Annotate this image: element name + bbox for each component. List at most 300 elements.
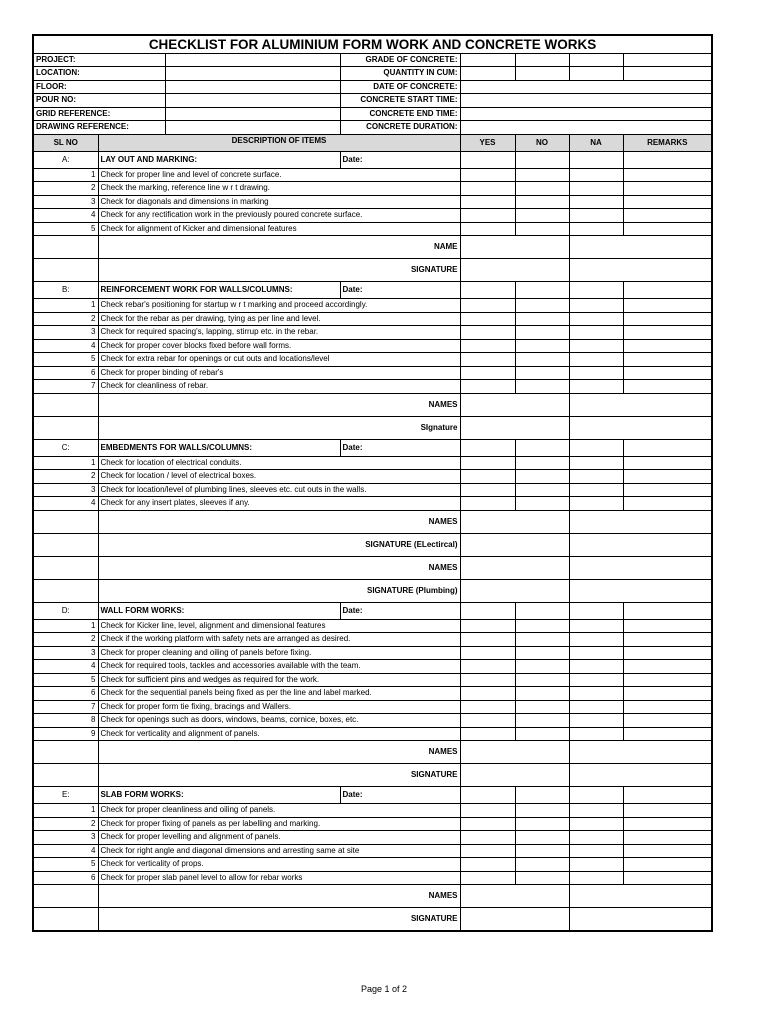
item-remarks-cell[interactable] <box>623 804 712 818</box>
section-no-cell[interactable] <box>515 282 569 299</box>
item-remarks-cell[interactable] <box>623 222 712 236</box>
signoff-row <box>33 885 712 908</box>
section-na-cell[interactable] <box>569 602 623 619</box>
checklist-item-row <box>33 727 712 741</box>
item-na-cell[interactable] <box>569 858 623 872</box>
section-letter: C: <box>33 439 98 456</box>
item-remarks-cell[interactable] <box>623 619 712 633</box>
section-date-label: Date: <box>340 787 460 804</box>
item-na-cell[interactable] <box>569 326 623 340</box>
signoff-field[interactable] <box>460 533 569 556</box>
item-na-cell[interactable] <box>569 222 623 236</box>
signoff-label: NAMES <box>98 885 460 908</box>
checklist-item-row <box>33 633 712 647</box>
item-remarks-cell[interactable] <box>623 497 712 511</box>
item-no-cell[interactable] <box>515 817 569 831</box>
checklist-item-row <box>33 339 712 353</box>
section-no-cell[interactable] <box>515 439 569 456</box>
item-number: 6 <box>33 366 98 380</box>
signoff-row <box>33 556 712 579</box>
item-na-cell[interactable] <box>569 804 623 818</box>
item-na-cell[interactable] <box>569 844 623 858</box>
item-number: 9 <box>33 727 98 741</box>
item-remarks-cell[interactable] <box>623 483 712 497</box>
item-no-cell[interactable] <box>515 222 569 236</box>
concrete-duration-field[interactable] <box>460 121 712 135</box>
item-yes-cell[interactable] <box>460 195 515 209</box>
grid-reference-label: GRID REFERENCE: <box>33 107 165 121</box>
signoff-row <box>33 416 712 439</box>
item-na-cell[interactable] <box>569 619 623 633</box>
signoff-field[interactable] <box>460 908 569 931</box>
item-na-cell[interactable] <box>569 299 623 313</box>
signoff-field[interactable] <box>460 236 569 259</box>
section-remarks-cell[interactable] <box>623 602 712 619</box>
grade-of-concrete-field[interactable] <box>460 53 515 67</box>
signoff-blank-cell <box>33 885 98 908</box>
grid-reference-field[interactable] <box>165 107 340 121</box>
section-letter: E: <box>33 787 98 804</box>
item-na-cell[interactable] <box>569 195 623 209</box>
item-na-cell[interactable] <box>569 700 623 714</box>
signoff-field-2[interactable] <box>569 393 712 416</box>
concrete-start-time-field[interactable] <box>460 94 712 108</box>
item-remarks-cell[interactable] <box>623 727 712 741</box>
item-no-cell[interactable] <box>515 646 569 660</box>
item-yes-cell[interactable] <box>460 831 515 845</box>
item-description: Check for required tools, tackles and accessories available with the team. <box>98 660 460 674</box>
item-yes-cell[interactable] <box>460 858 515 872</box>
checklist-item-row <box>33 168 712 182</box>
grade-of-concrete-label: GRADE OF CONCRETE: <box>340 53 460 67</box>
item-no-cell[interactable] <box>515 326 569 340</box>
section-heading: EMBEDMENTS FOR WALLS/COLUMNS: <box>98 439 340 456</box>
signoff-label: SIGNATURE (Plumbing) <box>98 579 460 602</box>
item-description: Check for proper form tie fixing, bracings and Wallers. <box>98 700 460 714</box>
signoff-blank-cell <box>33 393 98 416</box>
signoff-field-2[interactable] <box>569 579 712 602</box>
item-na-cell[interactable] <box>569 209 623 223</box>
item-number: 6 <box>33 687 98 701</box>
section-remarks-cell[interactable] <box>623 151 712 168</box>
item-remarks-cell[interactable] <box>623 326 712 340</box>
item-number: 3 <box>33 195 98 209</box>
item-description: Check for cleanliness of rebar. <box>98 380 460 394</box>
section-yes-cell[interactable] <box>460 439 515 456</box>
floor-field[interactable] <box>165 80 340 94</box>
item-remarks-cell[interactable] <box>623 687 712 701</box>
checklist-item-row <box>33 353 712 367</box>
signoff-blank-cell <box>33 416 98 439</box>
item-yes-cell[interactable] <box>460 326 515 340</box>
section-yes-cell[interactable] <box>460 282 515 299</box>
item-yes-cell[interactable] <box>460 182 515 196</box>
item-no-cell[interactable] <box>515 831 569 845</box>
section-no-cell[interactable] <box>515 151 569 168</box>
item-number: 1 <box>33 456 98 470</box>
signoff-row <box>33 236 712 259</box>
item-description: Check for any rectification work in the previously poured concrete surface. <box>98 209 460 223</box>
item-yes-cell[interactable] <box>460 673 515 687</box>
item-yes-cell[interactable] <box>460 209 515 223</box>
item-yes-cell[interactable] <box>460 660 515 674</box>
signoff-label: NAMES <box>98 556 460 579</box>
item-remarks-cell[interactable] <box>623 312 712 326</box>
signoff-label: SIgnature <box>98 416 460 439</box>
item-no-cell[interactable] <box>515 168 569 182</box>
item-na-cell[interactable] <box>569 339 623 353</box>
item-no-cell[interactable] <box>515 858 569 872</box>
checklist-item-row <box>33 673 712 687</box>
signoff-label: NAMES <box>98 741 460 764</box>
item-na-cell[interactable] <box>569 714 623 728</box>
item-no-cell[interactable] <box>515 687 569 701</box>
drawing-reference-field[interactable] <box>165 121 340 135</box>
item-number: 6 <box>33 871 98 885</box>
item-na-cell[interactable] <box>569 312 623 326</box>
item-na-cell[interactable] <box>569 497 623 511</box>
item-description: Check for diagonals and dimensions in marking <box>98 195 460 209</box>
item-yes-cell[interactable] <box>460 844 515 858</box>
concrete-end-time-label: CONCRETE END TIME: <box>340 107 460 121</box>
item-na-cell[interactable] <box>569 633 623 647</box>
item-yes-cell[interactable] <box>460 312 515 326</box>
signoff-field[interactable] <box>460 764 569 787</box>
quantity-field-4[interactable] <box>623 67 712 81</box>
checklist-item-row <box>33 700 712 714</box>
item-no-cell[interactable] <box>515 727 569 741</box>
item-yes-cell[interactable] <box>460 353 515 367</box>
checklist-item-row <box>33 366 712 380</box>
item-no-cell[interactable] <box>515 700 569 714</box>
item-yes-cell[interactable] <box>460 299 515 313</box>
item-na-cell[interactable] <box>569 366 623 380</box>
checklist-item-row <box>33 326 712 340</box>
signoff-field[interactable] <box>460 259 569 282</box>
project-field[interactable] <box>165 53 340 67</box>
signoff-field[interactable] <box>460 510 569 533</box>
item-no-cell[interactable] <box>515 312 569 326</box>
item-number: 4 <box>33 497 98 511</box>
item-number: 5 <box>33 222 98 236</box>
signoff-field-2[interactable] <box>569 259 712 282</box>
item-yes-cell[interactable] <box>460 804 515 818</box>
pour-no-field[interactable] <box>165 94 340 108</box>
floor-label: FLOOR: <box>33 80 165 94</box>
item-number: 8 <box>33 714 98 728</box>
signoff-row <box>33 393 712 416</box>
item-yes-cell[interactable] <box>460 633 515 647</box>
signoff-label: SIGNATURE (ELectircal) <box>98 533 460 556</box>
item-yes-cell[interactable] <box>460 222 515 236</box>
item-yes-cell[interactable] <box>460 380 515 394</box>
item-no-cell[interactable] <box>515 299 569 313</box>
signoff-field[interactable] <box>460 579 569 602</box>
item-remarks-cell[interactable] <box>623 817 712 831</box>
checklist-item-row <box>33 380 712 394</box>
item-na-cell[interactable] <box>569 831 623 845</box>
signoff-label: NAMES <box>98 393 460 416</box>
checklist-item-row <box>33 483 712 497</box>
item-remarks-cell[interactable] <box>623 380 712 394</box>
item-no-cell[interactable] <box>515 195 569 209</box>
item-na-cell[interactable] <box>569 871 623 885</box>
item-remarks-cell[interactable] <box>623 700 712 714</box>
section-date-label: Date: <box>340 282 460 299</box>
section-heading-row <box>33 439 712 456</box>
item-remarks-cell[interactable] <box>623 353 712 367</box>
item-yes-cell[interactable] <box>460 483 515 497</box>
item-na-cell[interactable] <box>569 727 623 741</box>
item-yes-cell[interactable] <box>460 619 515 633</box>
item-remarks-cell[interactable] <box>623 660 712 674</box>
item-remarks-cell[interactable] <box>623 871 712 885</box>
signoff-field-2[interactable] <box>569 741 712 764</box>
section-heading-row <box>33 602 712 619</box>
signoff-field-2[interactable] <box>569 416 712 439</box>
checklist-item-row <box>33 182 712 196</box>
signoff-field-2[interactable] <box>569 764 712 787</box>
item-yes-cell[interactable] <box>460 871 515 885</box>
item-number: 1 <box>33 299 98 313</box>
checklist-item-row <box>33 871 712 885</box>
item-description: Check for verticality of props. <box>98 858 460 872</box>
signoff-row <box>33 908 712 931</box>
section-heading-row <box>33 151 712 168</box>
column-header-sl-no: SL NO <box>33 134 98 151</box>
page-title: CHECKLIST FOR ALUMINIUM FORM WORK AND CONCRETE WORKS <box>33 35 712 53</box>
item-yes-cell[interactable] <box>460 817 515 831</box>
item-description: Check for extra rebar for openings or cut outs and locations/level <box>98 353 460 367</box>
signoff-field-2[interactable] <box>569 236 712 259</box>
quantity-field[interactable] <box>460 67 515 81</box>
item-yes-cell[interactable] <box>460 470 515 484</box>
item-yes-cell[interactable] <box>460 366 515 380</box>
item-number: 2 <box>33 633 98 647</box>
item-description: Check for openings such as doors, windows, beams, cornice, boxes, etc. <box>98 714 460 728</box>
signoff-blank-cell <box>33 908 98 931</box>
section-yes-cell[interactable] <box>460 787 515 804</box>
checklist-item-row <box>33 209 712 223</box>
signoff-field-2[interactable] <box>569 885 712 908</box>
item-number: 7 <box>33 380 98 394</box>
item-no-cell[interactable] <box>515 470 569 484</box>
section-letter: B: <box>33 282 98 299</box>
item-remarks-cell[interactable] <box>623 673 712 687</box>
page-footer: Page 1 of 2 <box>360 984 408 994</box>
item-no-cell[interactable] <box>515 871 569 885</box>
item-remarks-cell[interactable] <box>623 299 712 313</box>
checklist-item-row <box>33 817 712 831</box>
section-no-cell[interactable] <box>515 602 569 619</box>
item-yes-cell[interactable] <box>460 727 515 741</box>
item-na-cell[interactable] <box>569 456 623 470</box>
signoff-field-2[interactable] <box>569 510 712 533</box>
section-remarks-cell[interactable] <box>623 282 712 299</box>
section-remarks-cell[interactable] <box>623 787 712 804</box>
grade-of-concrete-field-2[interactable] <box>515 53 569 67</box>
item-yes-cell[interactable] <box>460 456 515 470</box>
item-number: 3 <box>33 326 98 340</box>
grade-of-concrete-field-4[interactable] <box>623 53 712 67</box>
section-na-cell[interactable] <box>569 787 623 804</box>
signoff-field[interactable] <box>460 556 569 579</box>
item-remarks-cell[interactable] <box>623 456 712 470</box>
quantity-field-2[interactable] <box>515 67 569 81</box>
checklist-item-row <box>33 660 712 674</box>
signoff-field[interactable] <box>460 393 569 416</box>
item-no-cell[interactable] <box>515 619 569 633</box>
signoff-label: SIGNATURE <box>98 259 460 282</box>
item-no-cell[interactable] <box>515 483 569 497</box>
item-number: 3 <box>33 483 98 497</box>
section-heading-row <box>33 282 712 299</box>
item-no-cell[interactable] <box>515 673 569 687</box>
item-number: 1 <box>33 619 98 633</box>
item-na-cell[interactable] <box>569 817 623 831</box>
item-no-cell[interactable] <box>515 339 569 353</box>
item-yes-cell[interactable] <box>460 700 515 714</box>
item-yes-cell[interactable] <box>460 714 515 728</box>
checklist-item-row <box>33 222 712 236</box>
item-description: Check for proper cleaning and oiling of panels before fixing. <box>98 646 460 660</box>
item-yes-cell[interactable] <box>460 339 515 353</box>
location-field[interactable] <box>165 67 340 81</box>
checklist-item-row <box>33 714 712 728</box>
item-remarks-cell[interactable] <box>623 209 712 223</box>
section-yes-cell[interactable] <box>460 151 515 168</box>
item-na-cell[interactable] <box>569 660 623 674</box>
concrete-end-time-field[interactable] <box>460 107 712 121</box>
checklist-item-row <box>33 456 712 470</box>
item-description: Check the marking, reference line w r t drawing. <box>98 182 460 196</box>
item-remarks-cell[interactable] <box>623 366 712 380</box>
signoff-field[interactable] <box>460 885 569 908</box>
item-no-cell[interactable] <box>515 660 569 674</box>
item-yes-cell[interactable] <box>460 687 515 701</box>
signoff-blank-cell <box>33 259 98 282</box>
checklist-table <box>32 34 713 932</box>
item-remarks-cell[interactable] <box>623 831 712 845</box>
section-na-cell[interactable] <box>569 151 623 168</box>
item-number: 2 <box>33 312 98 326</box>
checklist-item-row <box>33 470 712 484</box>
item-remarks-cell[interactable] <box>623 633 712 647</box>
signoff-blank-cell <box>33 764 98 787</box>
drawing-reference-label: DRAWING REFERENCE: <box>33 121 165 135</box>
checklist-item-row <box>33 195 712 209</box>
item-yes-cell[interactable] <box>460 497 515 511</box>
signoff-field-2[interactable] <box>569 556 712 579</box>
signoff-field[interactable] <box>460 416 569 439</box>
date-of-concrete-field[interactable] <box>460 80 712 94</box>
item-number: 5 <box>33 858 98 872</box>
section-yes-cell[interactable] <box>460 602 515 619</box>
column-header-remarks: REMARKS <box>623 134 712 151</box>
item-no-cell[interactable] <box>515 844 569 858</box>
item-remarks-cell[interactable] <box>623 714 712 728</box>
item-yes-cell[interactable] <box>460 646 515 660</box>
item-na-cell[interactable] <box>569 483 623 497</box>
item-description: Check for proper binding of rebar's <box>98 366 460 380</box>
item-no-cell[interactable] <box>515 456 569 470</box>
item-na-cell[interactable] <box>569 673 623 687</box>
item-na-cell[interactable] <box>569 353 623 367</box>
item-no-cell[interactable] <box>515 380 569 394</box>
concrete-start-time-label: CONCRETE START TIME: <box>340 94 460 108</box>
section-remarks-cell[interactable] <box>623 439 712 456</box>
signoff-row <box>33 259 712 282</box>
grade-of-concrete-field-3[interactable] <box>569 53 623 67</box>
section-no-cell[interactable] <box>515 787 569 804</box>
signoff-field-2[interactable] <box>569 533 712 556</box>
pour-no-label: POUR NO: <box>33 94 165 108</box>
signoff-blank-cell <box>33 510 98 533</box>
signoff-blank-cell <box>33 556 98 579</box>
item-description: Check for location / level of electrical boxes. <box>98 470 460 484</box>
item-no-cell[interactable] <box>515 209 569 223</box>
quantity-field-3[interactable] <box>569 67 623 81</box>
item-no-cell[interactable] <box>515 353 569 367</box>
section-date-label: Date: <box>340 151 460 168</box>
item-description: Check for sufficient pins and wedges as required for the work. <box>98 673 460 687</box>
item-remarks-cell[interactable] <box>623 339 712 353</box>
signoff-field[interactable] <box>460 741 569 764</box>
item-na-cell[interactable] <box>569 646 623 660</box>
item-na-cell[interactable] <box>569 182 623 196</box>
item-no-cell[interactable] <box>515 366 569 380</box>
section-letter: A: <box>33 151 98 168</box>
item-no-cell[interactable] <box>515 804 569 818</box>
section-heading: SLAB FORM WORKS: <box>98 787 340 804</box>
item-na-cell[interactable] <box>569 168 623 182</box>
item-remarks-cell[interactable] <box>623 844 712 858</box>
item-remarks-cell[interactable] <box>623 168 712 182</box>
item-description: Check for location/level of plumbing lines, sleeves etc. cut outs in the walls. <box>98 483 460 497</box>
item-remarks-cell[interactable] <box>623 182 712 196</box>
item-remarks-cell[interactable] <box>623 195 712 209</box>
item-na-cell[interactable] <box>569 380 623 394</box>
item-yes-cell[interactable] <box>460 168 515 182</box>
section-date-label: Date: <box>340 439 460 456</box>
item-description: Check for Kicker line, level, alignment and dimensional features <box>98 619 460 633</box>
checklist-item-row <box>33 687 712 701</box>
item-number: 7 <box>33 700 98 714</box>
item-no-cell[interactable] <box>515 497 569 511</box>
checklist-item-row <box>33 858 712 872</box>
item-number: 4 <box>33 844 98 858</box>
item-no-cell[interactable] <box>515 182 569 196</box>
signoff-field-2[interactable] <box>569 908 712 931</box>
signoff-label: SIGNATURE <box>98 908 460 931</box>
column-header-description: DESCRIPTION OF ITEMS <box>98 134 460 151</box>
section-na-cell[interactable] <box>569 282 623 299</box>
item-no-cell[interactable] <box>515 714 569 728</box>
item-no-cell[interactable] <box>515 633 569 647</box>
item-remarks-cell[interactable] <box>623 858 712 872</box>
signoff-label: NAMES <box>98 510 460 533</box>
item-na-cell[interactable] <box>569 470 623 484</box>
section-na-cell[interactable] <box>569 439 623 456</box>
section-heading-row <box>33 787 712 804</box>
item-description: Check for proper line and level of concrete surface. <box>98 168 460 182</box>
item-remarks-cell[interactable] <box>623 646 712 660</box>
item-na-cell[interactable] <box>569 687 623 701</box>
signoff-blank-cell <box>33 741 98 764</box>
item-remarks-cell[interactable] <box>623 470 712 484</box>
item-number: 2 <box>33 817 98 831</box>
section-heading: LAY OUT AND MARKING: <box>98 151 340 168</box>
